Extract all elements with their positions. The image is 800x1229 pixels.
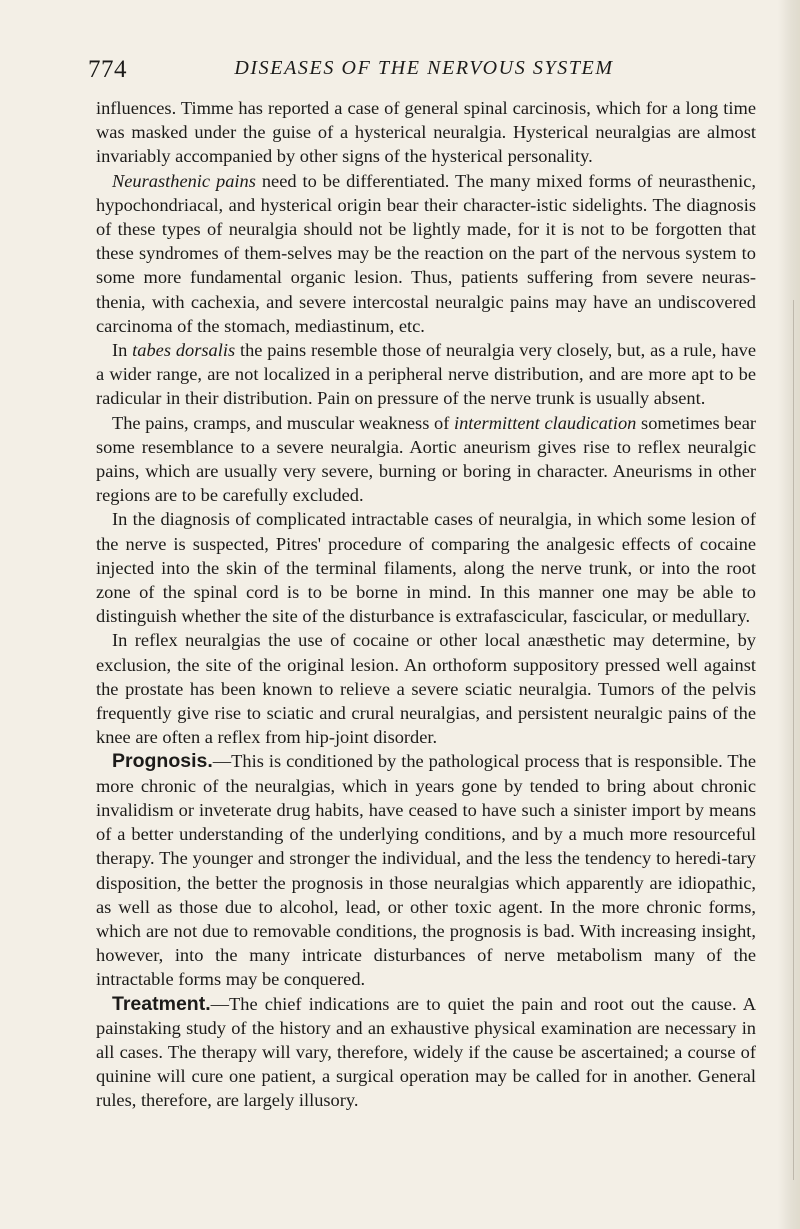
- paragraph: [96, 338, 756, 411]
- text-run: —This is conditioned by the pathological process that is responsible. The more chronic of the neuralgias, which in years gone by tended to bring about chronic invalidism or inveterate drug habits, have ceased to have such a sinister import by means of a better understanding of the underlying conditions, and by a much more resourceful therapy. The younger and stronger the individual, and the less the tendency to heredi-tary disposition, the better the prognosis in those neuralgias which apparently are idiopathic, as well as those due to alcohol, lead, or other toxic agent. In the more chronic forms, which are not due to removable conditions, the prognosis is bad. With increasing insight, however, into the many intricate disturbances of nerve metabolism many of the intractable forms may be conquered.: [96, 751, 756, 990]
- italic-term: intermittent claudication: [453, 412, 637, 433]
- page-number: 774: [88, 56, 127, 83]
- text-run: In reflex neuralgias the use of cocaine or other local anæsthetic may determine, by exclusion, the site of the original lesion. An orthoform suppository pressed well against the prostate has been known to relieve a severe sciatic neuralgia. Tumors of the pelvis frequently give rise to sciatic and crural neuralgias, and persistent neuralgic pains of the knee are often a reflex from hip-joint disorder.: [96, 630, 756, 748]
- section-heading: Prognosis.: [112, 750, 213, 773]
- text-run: the pains resemble those of neuralgia very closely, but, as a rule, have a wider range, are not localized in a peripheral nerve distribution, and are more apt to be radicular in their distribution. Pain on pressure of the nerve trunk is usually absent.: [96, 340, 756, 409]
- paragraph: [96, 507, 756, 628]
- italic-term: tabes dorsalis: [132, 340, 236, 361]
- paragraph: [96, 96, 756, 169]
- page-edge-shadow: [778, 0, 800, 1229]
- text-run: influences. Timme has reported a case of general spinal carcinosis, which for a long time was masked under the guise of a hysterical neuralgia. Hysterical neuralgias are almost invariably accompanied by other signs of the hysterical personality.: [96, 98, 756, 167]
- paragraph: [96, 992, 756, 1113]
- body-text: [96, 96, 756, 1113]
- section-heading: Treatment.: [112, 992, 211, 1015]
- italic-term: Neurasthenic pains: [112, 170, 256, 191]
- text-run: —The chief indications are to quiet the pain and root out the cause. A painstaking study of the history and an exhaustive physical examination are necessary in all cases. The therapy will vary, therefore, widely if the cause be ascertained; a course of quinine will cure one patient, a surgical operation may be called for in another. General rules, therefore, are largely illusory.: [96, 993, 756, 1111]
- paragraph: [96, 628, 756, 749]
- paragraph: [96, 411, 756, 508]
- paragraph: [96, 169, 756, 338]
- text-run: The pains, cramps, and muscular weakness of: [112, 412, 454, 433]
- paragraph: [96, 749, 756, 991]
- running-title: DISEASES OF THE NERVOUS SYSTEM: [234, 57, 614, 79]
- text-run: sometimes bear some resemblance to a severe neuralgia. Aortic aneurism gives rise to reflex neuralgic pains, which are usually very severe, burning or boring in character. Aneurisms in other regions are to be carefully excluded.: [96, 412, 756, 506]
- page-header: [88, 56, 760, 96]
- page-edge-line: [793, 300, 794, 1180]
- text-run: In: [112, 340, 133, 361]
- text-run: need to be differentiated. The many mixed forms of neurasthenic, hypochondriacal, and hysterical origin bear their character-istic sidelights. The diagnosis of these types of neuralgia should not be lightly made, for it is not to be forgotten that these syndromes of them-selves may be the reaction on the part of the nervous system to some more fundamental organic lesion. Thus, patients suffering from severe neuras-thenia, with cachexia, and severe intercostal neuralgic pains may have an undiscovered carcinoma of the stomach, mediastinum, etc.: [96, 170, 756, 336]
- text-run: In the diagnosis of complicated intractable cases of neuralgia, in which some lesion of the nerve is suspected, Pitres' procedure of comparing the analgesic effects of cocaine injected into the skin of the terminal filaments, along the nerve trunk, or into the root zone of the spinal cord is to be borne in mind. In this manner one may be able to distinguish whether the site of the disturbance is extrafascicular, fascicular, or medullary.: [96, 509, 756, 627]
